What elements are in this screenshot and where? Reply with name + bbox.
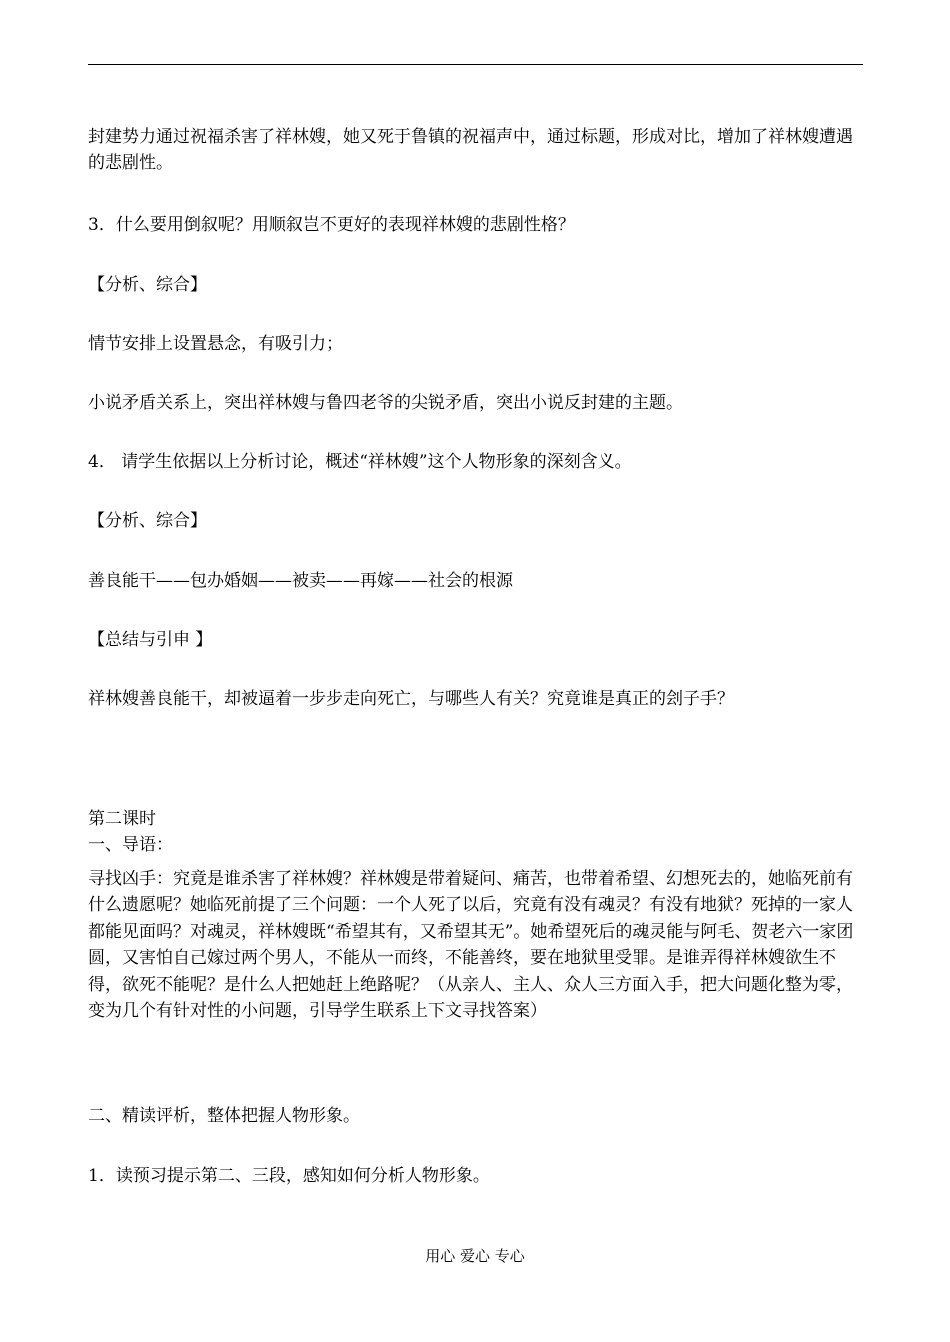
answer-chain: 善良能干——包办婚姻——被卖——再嫁——社会的根源: [88, 571, 513, 591]
paragraph-1: 封建势力通过祝福杀害了祥林嫂，她又死于鲁镇的祝福声中，通过标题，形成对比，增加了祥林嫂遭遇的悲剧性。: [88, 127, 853, 173]
summary-question: 祥林嫂善良能干，却被逼着一步步走向死亡，与哪些人有关？究竟谁是真正的刽子手？: [88, 689, 734, 709]
question-4: 4． 请学生依据以上分析讨论，概述“祥林嫂”这个人物形象的深刻含义。: [88, 452, 632, 472]
question-3: 3．什么要用倒叙呢？用顺叙岂不更好的表现祥林嫂的悲剧性格？: [88, 215, 575, 235]
section-two-heading: 二、精读评析，整体把握人物形象。: [88, 1106, 360, 1126]
summary-heading: 【总结与引申 】: [88, 630, 213, 650]
intro-paragraph: 寻找凶手：究竟是谁杀害了祥林嫂？祥林嫂是带着疑问、痛苦，也带着希望、幻想死去的，她临死前有什么遗愿呢？她临死前提了三个问题：一个人死了以后，究竟有没有魂灵？有没有地狱？死掉的一家人都能见面吗？对魂灵，祥林嫂既“希望其有，又希望其无”。她希望死后的魂灵能与阿毛、贺老六一家团圆，又害怕自己嫁过两个男人，不能从一而终，不能善终，要在地狱里受罪。是谁弄得祥林嫂欲生不得，欲死不能呢？是什么人把她赶上绝路呢？（从亲人、主人、众人三方面入手，把大问题化整为零，变为几个有针对性的小问题，引导学生联系上下文寻找答案）: [88, 869, 854, 1022]
answer-conflict: 小说矛盾关系上，突出祥林嫂与鲁四老爷的尖锐矛盾，突出小说反封建的主题。: [88, 393, 683, 413]
header-rule: [88, 64, 863, 65]
analysis-heading-2: 【分析、综合】: [88, 511, 207, 531]
page-footer: 用心 爱心 专心: [425, 1247, 525, 1265]
answer-plot: 情节安排上设置悬念，有吸引力；: [88, 334, 343, 354]
lesson-two-title: 第二课时: [88, 809, 156, 829]
item-1: 1．读预习提示第二、三段，感知如何分析人物形象。: [88, 1166, 490, 1186]
section-intro-heading: 一、导语：: [88, 835, 173, 855]
analysis-heading-1: 【分析、综合】: [88, 275, 207, 295]
